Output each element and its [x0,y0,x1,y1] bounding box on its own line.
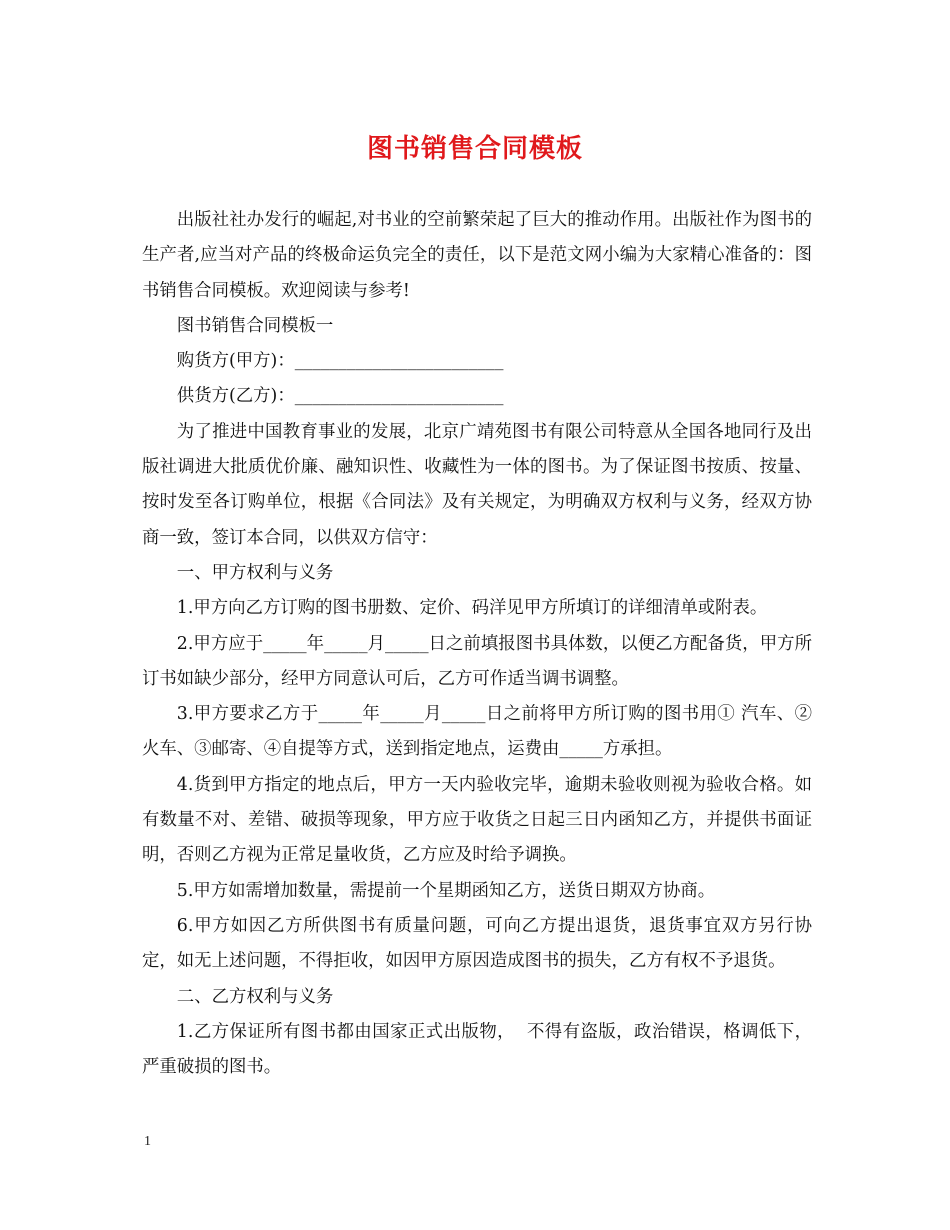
section-heading-party-b: 二、乙方权利与义务 [176,986,334,1007]
clause-a-3: 3.甲方要求乙方于_____年_____月_____日之前将甲方所订购的图书用① 汽车、②火车、③邮寄、④自提等方式，送到指定地点，运费由_____方承担。 [142,704,812,760]
document-title: 图书销售合同模板 [366,134,583,164]
section-heading-party-a: 一、甲方权利与义务 [176,562,334,583]
purpose-paragraph: 为了推进中国教育事业的发展，北京广靖苑图书有限公司特意从全国各地同行及出版社调进大批质优价廉、融知识性、收藏性为一体的图书。为了保证图书按质、按量、按时发至各订购单位，根据《合同法》及有关规定，为明确双方权利与义务，经双方协商一致，签订本合同，以供双方信守： [142,421,812,548]
intro-paragraph: 出版社社办发行的崛起,对书业的空前繁荣起了巨大的推动作用。出版社作为图书的生产者,应当对产品的终极命运负完全的责任，以下是范文网小编为大家精心准备的：图书销售合同模板。欢迎阅读与参考! [142,210,812,301]
clause-a-4: 4.货到甲方指定的地点后，甲方一天内验收完毕，逾期未验收则视为验收合格。如有数量不对、差错、破损等现象，甲方应于收货之日起三日内函知乙方，并提供书面证明，否则乙方视为正常足量收货，乙方应及时给予调换。 [142,774,812,866]
clause-b-1: 1.乙方保证所有图书都由国家正式出版物， 不得有盗版，政治错误，格调低下，严重破损的图书。 [142,1021,812,1078]
document-body [142,203,812,1085]
page-number: 1 [144,1134,151,1149]
clause-a-2: 2.甲方应于_____年_____月_____日之前填报图书具体数，以便乙方配备货，甲方所订书如缺少部分，经甲方同意认可后，乙方可作适当调书调整。 [142,633,812,689]
clause-a-1: 1.甲方向乙方订购的图书册数、定价、码洋见甲方所填订的详细清单或附表。 [176,598,768,619]
clause-a-6: 6.甲方如因乙方所供图书有质量问题，可向乙方提出退货，退货事宜双方另行协定，如无上述问题，不得拒收，如因甲方原因造成图书的损失，乙方有权不予退货。 [142,915,812,972]
supplier-line: 供货方(乙方)：________________________ [176,386,504,407]
clause-a-5: 5.甲方如需增加数量，需提前一个星期函知乙方，送货日期双方协商。 [176,880,716,901]
buyer-line: 购货方(甲方)：________________________ [176,351,504,372]
template-heading: 图书销售合同模板一 [176,315,334,336]
